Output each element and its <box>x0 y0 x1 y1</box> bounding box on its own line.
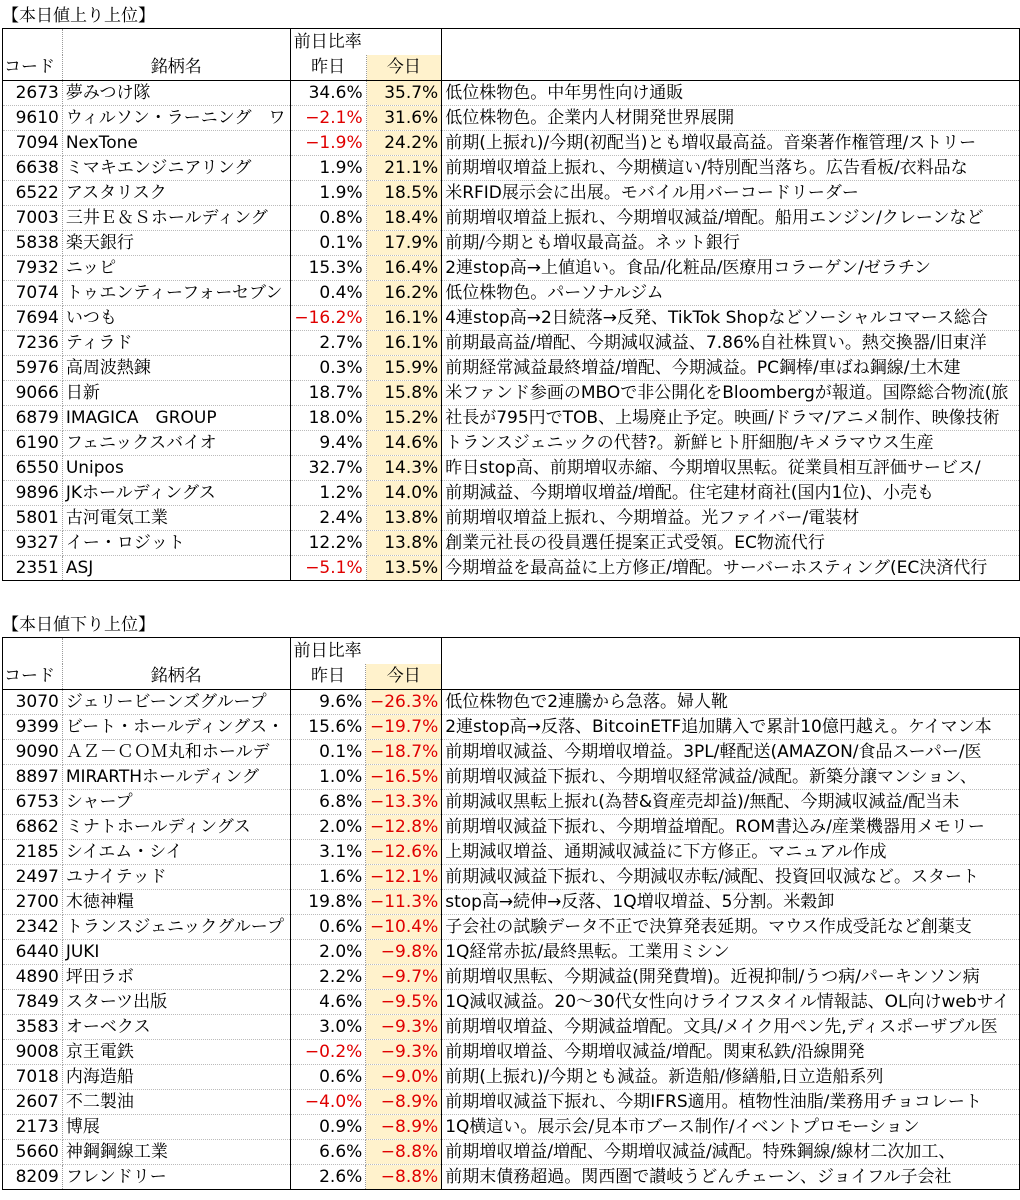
stock-code: 6440 <box>3 940 63 965</box>
stock-code: 9090 <box>3 740 63 765</box>
stock-name: 博展 <box>62 1115 290 1140</box>
today-change: −8.9% <box>366 1115 442 1140</box>
stock-note: 前期減益、今期増収増益/増配。住宅建材商社(国内1位)、小売も <box>442 481 1020 506</box>
today-change: −12.6% <box>366 840 442 865</box>
losers-header-prev: 昨日 <box>290 664 366 690</box>
table-row <box>3 1040 1020 1065</box>
table-row <box>3 940 1020 965</box>
today-change: 16.2% <box>366 281 442 306</box>
stock-code: 9610 <box>3 106 63 131</box>
stock-note: 前期経常減益最終増益/増配、今期減益。PC鋼棒/車ばね鋼線/土木建 <box>442 356 1020 381</box>
stock-note: 創業元社長の役員選任提案正式受領。EC物流代行 <box>442 531 1020 556</box>
prev-day-change: −4.0% <box>290 1090 366 1115</box>
stock-name: ティラド <box>62 331 290 356</box>
stock-code: 7018 <box>3 1065 63 1090</box>
prev-day-change: 0.4% <box>290 281 366 306</box>
stock-code: 2185 <box>3 840 63 865</box>
stock-name: ＡＺ－ＣＯＭ丸和ホールデ <box>62 740 290 765</box>
stock-name: ミナトホールディングス <box>62 815 290 840</box>
prev-day-change: 0.9% <box>290 1115 366 1140</box>
stock-code: 2342 <box>3 915 63 940</box>
prev-day-change: 19.8% <box>290 890 366 915</box>
today-change: 13.5% <box>366 556 442 581</box>
stock-note: stop高→続伸→反落、1Q増収増益、5分割。米穀卸 <box>442 890 1020 915</box>
stock-code: 2497 <box>3 865 63 890</box>
stock-code: 2351 <box>3 556 63 581</box>
stock-name: アスタリスク <box>62 181 290 206</box>
prev-day-change: −16.2% <box>290 306 366 331</box>
stock-name: JUKI <box>62 940 290 965</box>
today-change: −8.8% <box>366 1140 442 1165</box>
stock-code: 3583 <box>3 1015 63 1040</box>
table-row <box>3 431 1020 456</box>
today-change: 14.3% <box>366 456 442 481</box>
losers-header-row-2 <box>3 664 1020 690</box>
table-row <box>3 306 1020 331</box>
today-change: 18.4% <box>366 206 442 231</box>
prev-day-change: 6.6% <box>290 1140 366 1165</box>
stock-code: 7932 <box>3 256 63 281</box>
stock-name: ジェリービーンズグループ <box>62 690 290 715</box>
table-row <box>3 356 1020 381</box>
stock-note: 低位株物色で2連騰から急落。婦人靴 <box>442 690 1020 715</box>
stock-name: ミマキエンジニアリング <box>62 156 290 181</box>
prev-day-change: 0.6% <box>290 1065 366 1090</box>
today-change: 14.6% <box>366 431 442 456</box>
prev-day-change: −0.2% <box>290 1040 366 1065</box>
stock-note: 社長が795円でTOB、上場廃止予定。映画/ドラマ/アニメ制作、映像技術 <box>442 406 1020 431</box>
table-row <box>3 131 1020 156</box>
today-change: 15.9% <box>366 356 442 381</box>
gainers-header-code: コード <box>3 55 63 81</box>
stock-code: 2673 <box>3 81 63 106</box>
today-change: −9.0% <box>366 1065 442 1090</box>
stock-name: フェニックスバイオ <box>62 431 290 456</box>
stock-name: ニッピ <box>62 256 290 281</box>
stock-code: 5838 <box>3 231 63 256</box>
stock-note: 米RFID展示会に出展。モバイル用バーコードリーダー <box>442 181 1020 206</box>
stock-code: 9327 <box>3 531 63 556</box>
stock-code: 7094 <box>3 131 63 156</box>
prev-day-change: 15.6% <box>290 715 366 740</box>
table-row <box>3 331 1020 356</box>
stock-note: 前期増収増益上振れ、今期横這い/特別配当落ち。広告看板/衣料品な <box>442 156 1020 181</box>
table-row <box>3 106 1020 131</box>
table-row <box>3 1140 1020 1165</box>
gainers-header-row-1 <box>3 29 1020 55</box>
stock-name: シャープ <box>62 790 290 815</box>
table-row <box>3 690 1020 715</box>
today-change: −8.8% <box>366 1165 442 1190</box>
stock-code: 7003 <box>3 206 63 231</box>
stock-name: ウィルソン・ラーニング ワ <box>62 106 290 131</box>
prev-day-change: 0.3% <box>290 356 366 381</box>
stock-code: 3070 <box>3 690 63 715</box>
prev-day-change: 18.0% <box>290 406 366 431</box>
table-row <box>3 740 1020 765</box>
today-change: 15.8% <box>366 381 442 406</box>
stock-name: ASJ <box>62 556 290 581</box>
stock-note: 子会社の試験データ不正で決算発表延期。マウス作成受託など創薬支 <box>442 915 1020 940</box>
today-change: −9.3% <box>366 1015 442 1040</box>
stock-note: 前期末債務超過。関西圏で讃岐うどんチェーン、ジョイフル子会社 <box>442 1165 1020 1190</box>
table-row <box>3 156 1020 181</box>
today-change: 14.0% <box>366 481 442 506</box>
today-change: −11.3% <box>366 890 442 915</box>
prev-day-change: 0.1% <box>290 231 366 256</box>
stock-name: トゥエンティーフォーセブン <box>62 281 290 306</box>
today-change: −12.8% <box>366 815 442 840</box>
losers-header-ratio: 前日比率 <box>290 638 442 664</box>
table-row <box>3 481 1020 506</box>
prev-day-change: 0.8% <box>290 206 366 231</box>
prev-day-change: 9.6% <box>290 690 366 715</box>
gainers-body <box>3 29 1020 581</box>
today-change: −26.3% <box>366 690 442 715</box>
table-row <box>3 381 1020 406</box>
prev-day-change: 2.0% <box>290 940 366 965</box>
stock-code: 6522 <box>3 181 63 206</box>
stock-name: 内海造船 <box>62 1065 290 1090</box>
stock-name: 不二製油 <box>62 1090 290 1115</box>
today-change: −9.5% <box>366 990 442 1015</box>
stock-note: 4連stop高→2日続落→反発、TikTok Shopなどソーシャルコマース総合 <box>442 306 1020 331</box>
stock-note: 米ファンド参画のMBOで非公開化をBloombergが報道。国際総合物流(旅 <box>442 381 1020 406</box>
stock-note: 低位株物色。企業内人材開発世界展開 <box>442 106 1020 131</box>
table-row <box>3 865 1020 890</box>
table-row <box>3 256 1020 281</box>
prev-day-change: 34.6% <box>290 81 366 106</box>
stock-note: 前期増収黒転、今期減益(開発費増)。近視抑制/うつ病/パーキンソン病 <box>442 965 1020 990</box>
prev-day-change: 0.1% <box>290 740 366 765</box>
gainers-header-row-2 <box>3 55 1020 81</box>
prev-day-change: 4.6% <box>290 990 366 1015</box>
prev-day-change: 2.7% <box>290 331 366 356</box>
table-row <box>3 1015 1020 1040</box>
stock-name: JKホールディングス <box>62 481 290 506</box>
stock-name: 木徳神糧 <box>62 890 290 915</box>
stock-note: 前期増収減益下振れ、今期増収経常減益/減配。新築分譲マンション、 <box>442 765 1020 790</box>
table-row <box>3 715 1020 740</box>
stock-code: 8897 <box>3 765 63 790</box>
stock-name: フレンドリー <box>62 1165 290 1190</box>
table-row <box>3 1115 1020 1140</box>
stock-code: 2700 <box>3 890 63 915</box>
stock-note: 昨日stop高、前期増収赤縮、今期増収黒転。従業員相互評価サービス/ <box>442 456 1020 481</box>
stock-code: 8209 <box>3 1165 63 1190</box>
stock-name: 古河電気工業 <box>62 506 290 531</box>
losers-header-code: コード <box>3 664 63 690</box>
today-change: 21.1% <box>366 156 442 181</box>
stock-note: 2連stop高→反落、BitcoinETF追加購入で累計10億円越え。ケイマン本 <box>442 715 1020 740</box>
stock-code: 9008 <box>3 1040 63 1065</box>
table-row <box>3 765 1020 790</box>
stock-name: 三井Ｅ＆Ｓホールディング <box>62 206 290 231</box>
today-change: 16.4% <box>366 256 442 281</box>
stock-code: 2173 <box>3 1115 63 1140</box>
stock-note: 1Q経常赤拡/最終黒転。工業用ミシン <box>442 940 1020 965</box>
today-change: −12.1% <box>366 865 442 890</box>
losers-header-row-1 <box>3 638 1020 664</box>
losers-header-name: 銘柄名 <box>62 664 290 690</box>
stock-name: NexTone <box>62 131 290 156</box>
today-change: −18.7% <box>366 740 442 765</box>
prev-day-change: 2.4% <box>290 506 366 531</box>
today-change: 35.7% <box>366 81 442 106</box>
stock-note: 低位株物色。中年男性向け通販 <box>442 81 1020 106</box>
stock-name: スターツ出版 <box>62 990 290 1015</box>
today-change: 18.5% <box>366 181 442 206</box>
stock-name: 高周波熱錬 <box>62 356 290 381</box>
table-row <box>3 1090 1020 1115</box>
stock-name: オーベクス <box>62 1015 290 1040</box>
today-change: −9.8% <box>366 940 442 965</box>
stock-code: 9399 <box>3 715 63 740</box>
gainers-header-today: 今日 <box>366 55 442 81</box>
stock-name: トランスジェニックグループ <box>62 915 290 940</box>
prev-day-change: −5.1% <box>290 556 366 581</box>
stock-name: ユナイテッド <box>62 865 290 890</box>
stock-code: 5660 <box>3 1140 63 1165</box>
prev-day-change: −2.1% <box>290 106 366 131</box>
stock-name: MIRARTHホールディング <box>62 765 290 790</box>
today-change: 15.2% <box>366 406 442 431</box>
stock-name: Unipos <box>62 456 290 481</box>
prev-day-change: 0.6% <box>290 915 366 940</box>
prev-day-change: 12.2% <box>290 531 366 556</box>
prev-day-change: 1.6% <box>290 865 366 890</box>
stock-note: 前期増収増益上振れ、今期増益。光ファイバー/電装材 <box>442 506 1020 531</box>
stock-name: ビート・ホールディングス・ <box>62 715 290 740</box>
today-change: 24.2% <box>366 131 442 156</box>
table-row <box>3 990 1020 1015</box>
table-row <box>3 506 1020 531</box>
stock-note: 上期減収増益、通期減収減益に下方修正。マニュアル作成 <box>442 840 1020 865</box>
stock-code: 9066 <box>3 381 63 406</box>
stock-code: 6638 <box>3 156 63 181</box>
table-row <box>3 231 1020 256</box>
stock-note: 前期減収黒転上振れ(為替&資産売却益)/無配、今期減収減益/配当未 <box>442 790 1020 815</box>
stock-name: 神鋼鋼線工業 <box>62 1140 290 1165</box>
gainers-title: 【本日値上り上位】 <box>2 6 155 26</box>
prev-day-change: 1.0% <box>290 765 366 790</box>
prev-day-change: 2.0% <box>290 815 366 840</box>
stock-note: 前期増収減益下振れ、今期増益増配。ROM書込み/産業機器用メモリー <box>442 815 1020 840</box>
table-row <box>3 531 1020 556</box>
stock-note: 前期増収増益、今期増収減益/増配。関東私鉄/沿線開発 <box>442 1040 1020 1065</box>
stock-name: イー・ロジット <box>62 531 290 556</box>
stock-name: シイエム・シイ <box>62 840 290 865</box>
stock-code: 6879 <box>3 406 63 431</box>
prev-day-change: 9.4% <box>290 431 366 456</box>
stock-note: 1Q減収減益。20～30代女性向けライフスタイル情報誌、OL向けwebサイ <box>442 990 1020 1015</box>
stock-name: いつも <box>62 306 290 331</box>
table-row <box>3 281 1020 306</box>
stock-note: トランスジェニックの代替?。新鮮ヒト肝細胞/キメラマウス生産 <box>442 431 1020 456</box>
table-row <box>3 406 1020 431</box>
stock-code: 5976 <box>3 356 63 381</box>
stock-code: 7694 <box>3 306 63 331</box>
table-row <box>3 181 1020 206</box>
stock-note: 2連stop高→上値追い。食品/化粧品/医療用コラーゲン/ゼラチン <box>442 256 1020 281</box>
gainers-header-prev: 昨日 <box>290 55 366 81</box>
stock-note: 今期増益を最高益に上方修正/増配。サーバーホスティング(EC決済代行 <box>442 556 1020 581</box>
prev-day-change: 2.2% <box>290 965 366 990</box>
stock-note: 低位株物色。パーソナルジム <box>442 281 1020 306</box>
gainers-table <box>2 28 1020 581</box>
table-row <box>3 81 1020 106</box>
stock-note: 前期/今期とも増収最高益。ネット銀行 <box>442 231 1020 256</box>
stock-note: 前期(上振れ)/今期とも減益。新造船/修繕船,日立造船系列 <box>442 1065 1020 1090</box>
stock-code: 5801 <box>3 506 63 531</box>
table-row <box>3 206 1020 231</box>
losers-table <box>2 637 1020 1190</box>
table-row <box>3 890 1020 915</box>
stock-code: 6550 <box>3 456 63 481</box>
today-change: −8.9% <box>366 1090 442 1115</box>
gainers-header-name: 銘柄名 <box>62 55 290 81</box>
table-row <box>3 556 1020 581</box>
stock-code: 2607 <box>3 1090 63 1115</box>
prev-day-change: 3.1% <box>290 840 366 865</box>
stock-note: 前期最高益/増配、今期減収減益、7.86%自社株買い。熱交換器/旧東洋 <box>442 331 1020 356</box>
table-row <box>3 1165 1020 1190</box>
prev-day-change: 15.3% <box>290 256 366 281</box>
table-row <box>3 965 1020 990</box>
stock-name: 坪田ラボ <box>62 965 290 990</box>
prev-day-change: 6.8% <box>290 790 366 815</box>
table-row <box>3 815 1020 840</box>
prev-day-change: 1.2% <box>290 481 366 506</box>
table-row <box>3 456 1020 481</box>
stock-name: 京王電鉄 <box>62 1040 290 1065</box>
today-change: 17.9% <box>366 231 442 256</box>
stock-code: 7074 <box>3 281 63 306</box>
stock-note: 前期増収減益下振れ、今期IFRS適用。植物性油脂/業務用チョコレート <box>442 1090 1020 1115</box>
today-change: 31.6% <box>366 106 442 131</box>
today-change: 13.8% <box>366 506 442 531</box>
prev-day-change: 3.0% <box>290 1015 366 1040</box>
table-row <box>3 915 1020 940</box>
stock-name: 楽天銀行 <box>62 231 290 256</box>
gainers-header-ratio: 前日比率 <box>290 29 441 55</box>
today-change: 13.8% <box>366 531 442 556</box>
losers-title: 【本日値下り上位】 <box>2 615 155 635</box>
stock-code: 9896 <box>3 481 63 506</box>
today-change: −13.3% <box>366 790 442 815</box>
stock-note: 前期増収増益上振れ、今期増収減益/増配。船用エンジン/クレーンなど <box>442 206 1020 231</box>
stock-name: IMAGICA GROUP <box>62 406 290 431</box>
today-change: 16.1% <box>366 306 442 331</box>
stock-code: 6862 <box>3 815 63 840</box>
stock-note: 前期増収増益/増配、今期増収減益/減配。特殊鋼線/線材二次加工、 <box>442 1140 1020 1165</box>
stock-name: 日新 <box>62 381 290 406</box>
prev-day-change: 2.6% <box>290 1165 366 1190</box>
table-row <box>3 840 1020 865</box>
stock-name: 夢みつけ隊 <box>62 81 290 106</box>
stock-note: 前期減収減益下振れ、今期減収赤転/減配、投資回収減など。スタート <box>442 865 1020 890</box>
stock-code: 6190 <box>3 431 63 456</box>
today-change: 16.1% <box>366 331 442 356</box>
stock-note: 1Q横這い。展示会/見本市ブース制作/イベントプロモーション <box>442 1115 1020 1140</box>
prev-day-change: 18.7% <box>290 381 366 406</box>
table-row <box>3 1065 1020 1090</box>
stock-note: 前期(上振れ)/今期(初配当)とも増収最高益。音楽著作権管理/ストリー <box>442 131 1020 156</box>
prev-day-change: −1.9% <box>290 131 366 156</box>
stock-code: 4890 <box>3 965 63 990</box>
today-change: −9.3% <box>366 1040 442 1065</box>
today-change: −9.7% <box>366 965 442 990</box>
stock-note: 前期増収増益、今期減益増配。文具/メイク用ペン先,ディスポーザブル医 <box>442 1015 1020 1040</box>
losers-header-today: 今日 <box>366 664 442 690</box>
table-row <box>3 790 1020 815</box>
prev-day-change: 32.7% <box>290 456 366 481</box>
prev-day-change: 1.9% <box>290 156 366 181</box>
stock-code: 7849 <box>3 990 63 1015</box>
today-change: −16.5% <box>366 765 442 790</box>
losers-body <box>3 638 1020 1190</box>
today-change: −10.4% <box>366 915 442 940</box>
stock-code: 6753 <box>3 790 63 815</box>
stock-note: 前期増収減益、今期増収増益。3PL/軽配送(AMAZON/食品スーパー/医 <box>442 740 1020 765</box>
prev-day-change: 1.9% <box>290 181 366 206</box>
today-change: −19.7% <box>366 715 442 740</box>
stock-code: 7236 <box>3 331 63 356</box>
